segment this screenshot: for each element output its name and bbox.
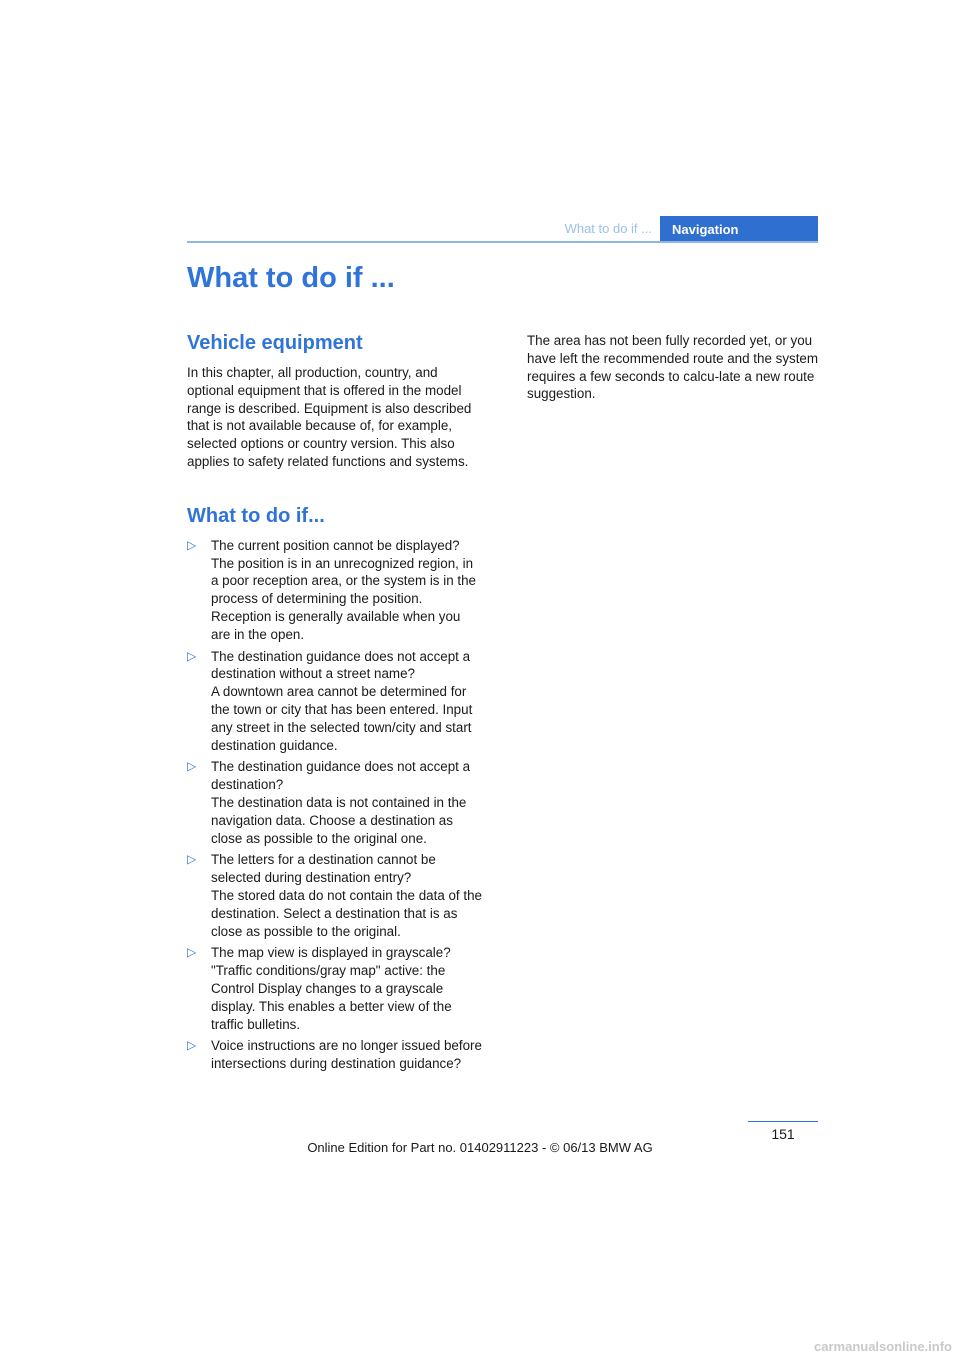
- bullet-triangle-icon: ▷: [187, 648, 197, 663]
- item-answer: "Traffic conditions/gray map" active: the Control Display changes to a grayscale display. This enables a better view of the traffic bulletins.: [211, 963, 452, 1032]
- header-chapter-tab: Navigation: [660, 216, 818, 243]
- vehicle-equipment-heading: Vehicle equipment: [187, 332, 363, 354]
- page-title: What to do if ...: [187, 262, 395, 294]
- bullet-triangle-icon: ▷: [187, 852, 197, 867]
- item-question: The letters for a destination cannot be selected during destination entry?: [211, 852, 436, 886]
- what-to-do-heading: What to do if...: [187, 504, 325, 527]
- item-question: Voice instructions are no longer issued before intersections during destination guidance?: [211, 1038, 482, 1072]
- item-answer: A downtown area cannot be determined for the town or city that has been entered. Input any street in the selected town/city and start destination guidance.: [211, 684, 473, 753]
- item-answer: The position is in an unrecognized region, in a poor reception area, or the system is in the process of determining the position. Reception is generally available when you are in the open.: [211, 555, 476, 642]
- troubleshooting-list: [187, 537, 483, 1073]
- item-question: The destination guidance does not accept a destination?: [211, 759, 471, 793]
- bullet-triangle-icon: ▷: [187, 759, 197, 774]
- item-question: The destination guidance does not accept a destination without a street name?: [211, 648, 471, 682]
- item-question: The current position cannot be displayed?: [211, 537, 460, 553]
- header-section-title: What to do if ...: [564, 221, 652, 236]
- item-answer: The stored data do not contain the data of the destination. Select a destination that is as close as possible to the original.: [211, 887, 482, 939]
- list-item: [187, 537, 483, 644]
- vehicle-equipment-text: In this chapter, all production, country, and optional equipment that is offered in the model range is described. Equipment is also described that is not available because of, for example, selected options or country version. This also applies to safety related functions and systems.: [187, 365, 472, 469]
- item-answer: The destination data is not contained in the navigation data. Choose a destination as close as possible to the original one.: [211, 794, 467, 846]
- left-column: [187, 330, 483, 1077]
- list-item: [187, 648, 483, 755]
- bullet-triangle-icon: ▷: [187, 945, 197, 960]
- bullet-triangle-icon: ▷: [187, 537, 197, 552]
- bullet-triangle-icon: ▷: [187, 1038, 197, 1053]
- list-item: [187, 851, 483, 940]
- header-rule: [187, 241, 818, 243]
- list-item: [187, 1037, 483, 1073]
- list-item: [187, 944, 483, 1033]
- page-header: [187, 216, 818, 243]
- continued-answer-text: The area has not been fully recorded yet, or you have left the recommended route and the system requires a few seconds to calcu-late a new route suggestion.: [527, 333, 819, 402]
- right-column: [527, 332, 819, 403]
- page-number: 151: [771, 1126, 795, 1142]
- footer-rule: [748, 1121, 818, 1122]
- item-question: The map view is displayed in grayscale?: [211, 945, 451, 961]
- edition-note: Online Edition for Part no. 01402911223 - © 06/13 BMW AG: [307, 1140, 653, 1155]
- site-watermark: carmanualsonline.info: [814, 1339, 952, 1354]
- list-item: [187, 758, 483, 847]
